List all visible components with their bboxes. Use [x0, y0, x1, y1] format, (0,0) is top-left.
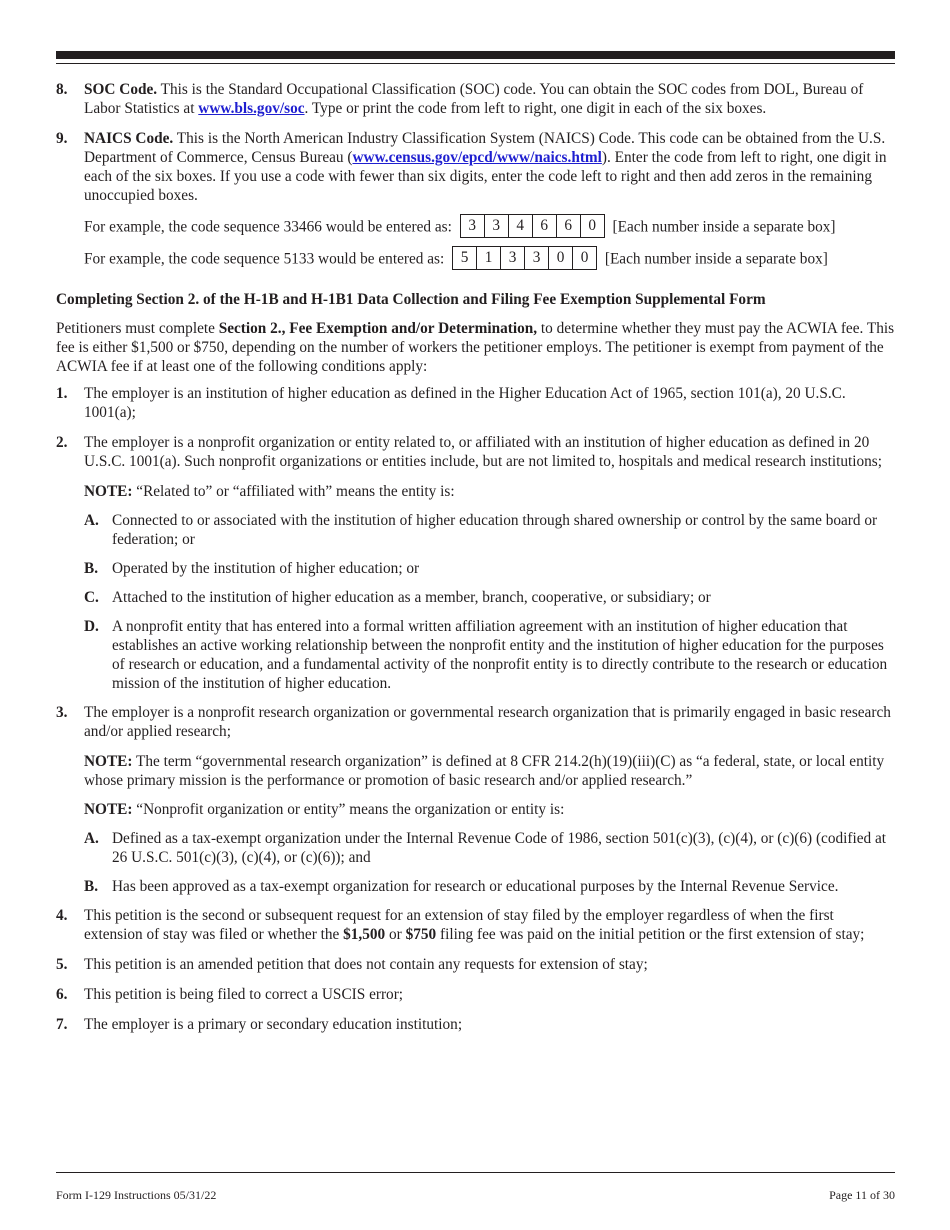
item-text: This is the North American Industry Classification System (NAICS) Code. This code can be obtained from the U.S. Department of Commerce, Census Bureau ( — [84, 130, 886, 166]
item-number: 7. — [56, 1016, 68, 1033]
note-text: The term “governmental research organization” is defined at 8 CFR 214.2(h)(19)(iii)(C) as “a federal, state, or local entity whose primary mission is the performance or promotion of basic research and/or applied research.” — [84, 753, 885, 789]
digit-box: 6 — [533, 215, 557, 237]
example-lead: For example, the code sequence 5133 would be entered as: — [84, 250, 445, 268]
item-text: The employer is a nonprofit organization or entity related to, or affiliated with an institution of higher education as defined in 20 U.S.C. 1001(a). Such nonprofit organizations or entities include, but are not limited to, hospitals and medical research institutions; — [84, 434, 882, 470]
digit-box: 0 — [588, 217, 597, 234]
footer-page-number: Page 11 of 30 — [829, 1188, 895, 1202]
note-label: NOTE: — [84, 753, 133, 770]
digit-boxes — [460, 214, 605, 238]
subitem-text: Defined as a tax-exempt organization under the Internal Revenue Code of 1986, section 501(c)(3), (c)(4), or (c)(6) (codified at 26 U.S.C. 501(c)(3), (c)(4), or (c)(6)); and — [112, 830, 887, 866]
note-label: NOTE: — [84, 801, 133, 818]
item-text: This petition is an amended petition that does not contain any requests for extension of stay; — [84, 956, 648, 973]
item-9-naics-code — [56, 129, 895, 205]
digit-box: 0 — [549, 247, 573, 269]
subitem-text: Operated by the institution of higher education; or — [112, 560, 420, 577]
note-governmental-research — [56, 752, 895, 790]
digit-box: 6 — [557, 215, 581, 237]
item-number: 4. — [56, 907, 68, 924]
item-number: 9. — [56, 130, 68, 147]
digit-boxes — [452, 246, 597, 270]
subitem-2a — [84, 511, 895, 549]
item-text: . Type or print the code from left to right, one digit in each of the six boxes. — [304, 100, 767, 117]
condition-1 — [56, 384, 895, 422]
intro-section-ref: Section 2., Fee Exemption and/or Determination, — [218, 320, 538, 337]
item-text: This is the Standard Occupational Classification (SOC) code. You can obtain the SOC codes from DOL, Bureau of Labor Statistics at — [84, 81, 864, 117]
item-title: SOC Code. — [84, 81, 158, 98]
bls-link[interactable]: www.bls.gov/soc — [198, 100, 305, 117]
subitem-3a — [84, 829, 895, 867]
item-number: 2. — [56, 434, 68, 451]
subitem-text: A nonprofit entity that has entered into a formal written affiliation agreement with an institution of higher education that establishes an active working relationship between the nonprofit entity and the institution of higher education for the purposes of research or education, and a fundamental activity of the nonprofit entity is to directly contribute to the research or education mission of the institution of higher education. — [112, 618, 888, 692]
digit-box: 5 — [453, 247, 477, 269]
subitem-2b — [84, 559, 895, 578]
item-text: or — [385, 926, 406, 943]
digit-box: 3 — [461, 215, 485, 237]
condition-2 — [56, 433, 895, 471]
subitem-letter: A. — [84, 512, 99, 529]
digit-box: 4 — [509, 215, 533, 237]
subitem-text: Has been approved as a tax-exempt organization for research or educational purposes by the Internal Revenue Service. — [112, 878, 839, 895]
intro-text: to determine whether they must pay the ACWIA fee. This fee is either $1,500 or $750, depending on the number of workers the petitioner employs. The petitioner is exempt from payment of the ACWIA fee if at least one of the following conditions apply: — [56, 320, 895, 375]
subitem-2d — [84, 617, 895, 693]
digit-box: 1 — [477, 247, 501, 269]
subitem-letter: C. — [84, 589, 99, 606]
subitem-letter: B. — [84, 878, 99, 895]
footer-form-id: Form I-129 Instructions 05/31/22 — [56, 1188, 217, 1202]
item-number: 1. — [56, 385, 68, 402]
note-text: “Nonprofit organization or entity” means the organization or entity is: — [132, 801, 565, 818]
digit-box: 0 — [580, 249, 589, 266]
subitem-3b — [84, 877, 895, 896]
fee-amount: $1,500 — [343, 926, 386, 943]
subitem-letter: A. — [84, 830, 99, 847]
subitem-2c — [84, 588, 895, 607]
condition-7 — [56, 1015, 895, 1034]
example-33466 — [56, 216, 895, 240]
note-label: NOTE: — [84, 483, 133, 500]
example-tail: [Each number inside a separate box] — [604, 250, 828, 268]
digit-box: 3 — [501, 247, 525, 269]
item-number: 8. — [56, 81, 68, 98]
note-text: “Related to” or “affiliated with” means the entity is: — [132, 483, 455, 500]
item-title: NAICS Code. — [84, 130, 174, 147]
census-link[interactable]: www.census.gov/epcd/www/naics.html — [352, 149, 602, 166]
condition-5 — [56, 955, 895, 974]
subitem-letter: B. — [84, 560, 99, 577]
item-text: The employer is a primary or secondary education institution; — [84, 1016, 463, 1033]
section-heading: Completing Section 2. of the H-1B and H-1B1 Data Collection and Filing Fee Exemption Supplemental Form — [56, 291, 766, 308]
item-number: 5. — [56, 956, 68, 973]
condition-4 — [56, 906, 895, 944]
example-tail: [Each number inside a separate box] — [612, 218, 836, 236]
digit-box: 3 — [485, 215, 509, 237]
digit-box: 3 — [525, 247, 549, 269]
item-text: This petition is being filed to correct a USCIS error; — [84, 986, 404, 1003]
note-related-to — [56, 482, 895, 501]
top-rule-thick — [56, 51, 895, 59]
item-text: ). Enter the code from left to right, one digit in each of the six boxes. If you use a code with fewer than six digits, enter the code left to right and then add zeros in the remaining unoccupied boxes. — [84, 149, 887, 204]
page-content — [56, 80, 895, 1045]
condition-3 — [56, 703, 895, 741]
item-text: The employer is an institution of higher education as defined in the Higher Education Act of 1965, section 101(a), 20 U.S.C. 1001(a); — [84, 385, 846, 421]
subitem-text: Attached to the institution of higher education as a member, branch, cooperative, or subsidiary; or — [112, 589, 711, 606]
example-lead: For example, the code sequence 33466 would be entered as: — [84, 218, 452, 236]
item-text: The employer is a nonprofit research organization or governmental research organization that is primarily engaged in basic research and/or applied research; — [84, 704, 891, 740]
note-nonprofit — [56, 800, 895, 819]
item-8-soc-code — [56, 80, 895, 118]
top-rule-thin — [56, 63, 895, 64]
subitem-text: Connected to or associated with the institution of higher education through shared ownership or control by the same board or federation; or — [112, 512, 878, 548]
condition-6 — [56, 985, 895, 1004]
intro-paragraph — [56, 319, 895, 376]
example-5133 — [56, 248, 895, 272]
footer-rule — [56, 1172, 895, 1173]
item-text: This petition is the second or subsequent request for an extension of stay filed by the employer regardless of when the first extension of stay was filed or whether the — [84, 907, 834, 943]
fee-amount: $750 — [405, 926, 437, 943]
item-number: 3. — [56, 704, 68, 721]
subitem-letter: D. — [84, 618, 99, 635]
item-number: 6. — [56, 986, 68, 1003]
intro-text: Petitioners must complete — [56, 320, 219, 337]
item-text: filing fee was paid on the initial petition or the first extension of stay; — [436, 926, 865, 943]
